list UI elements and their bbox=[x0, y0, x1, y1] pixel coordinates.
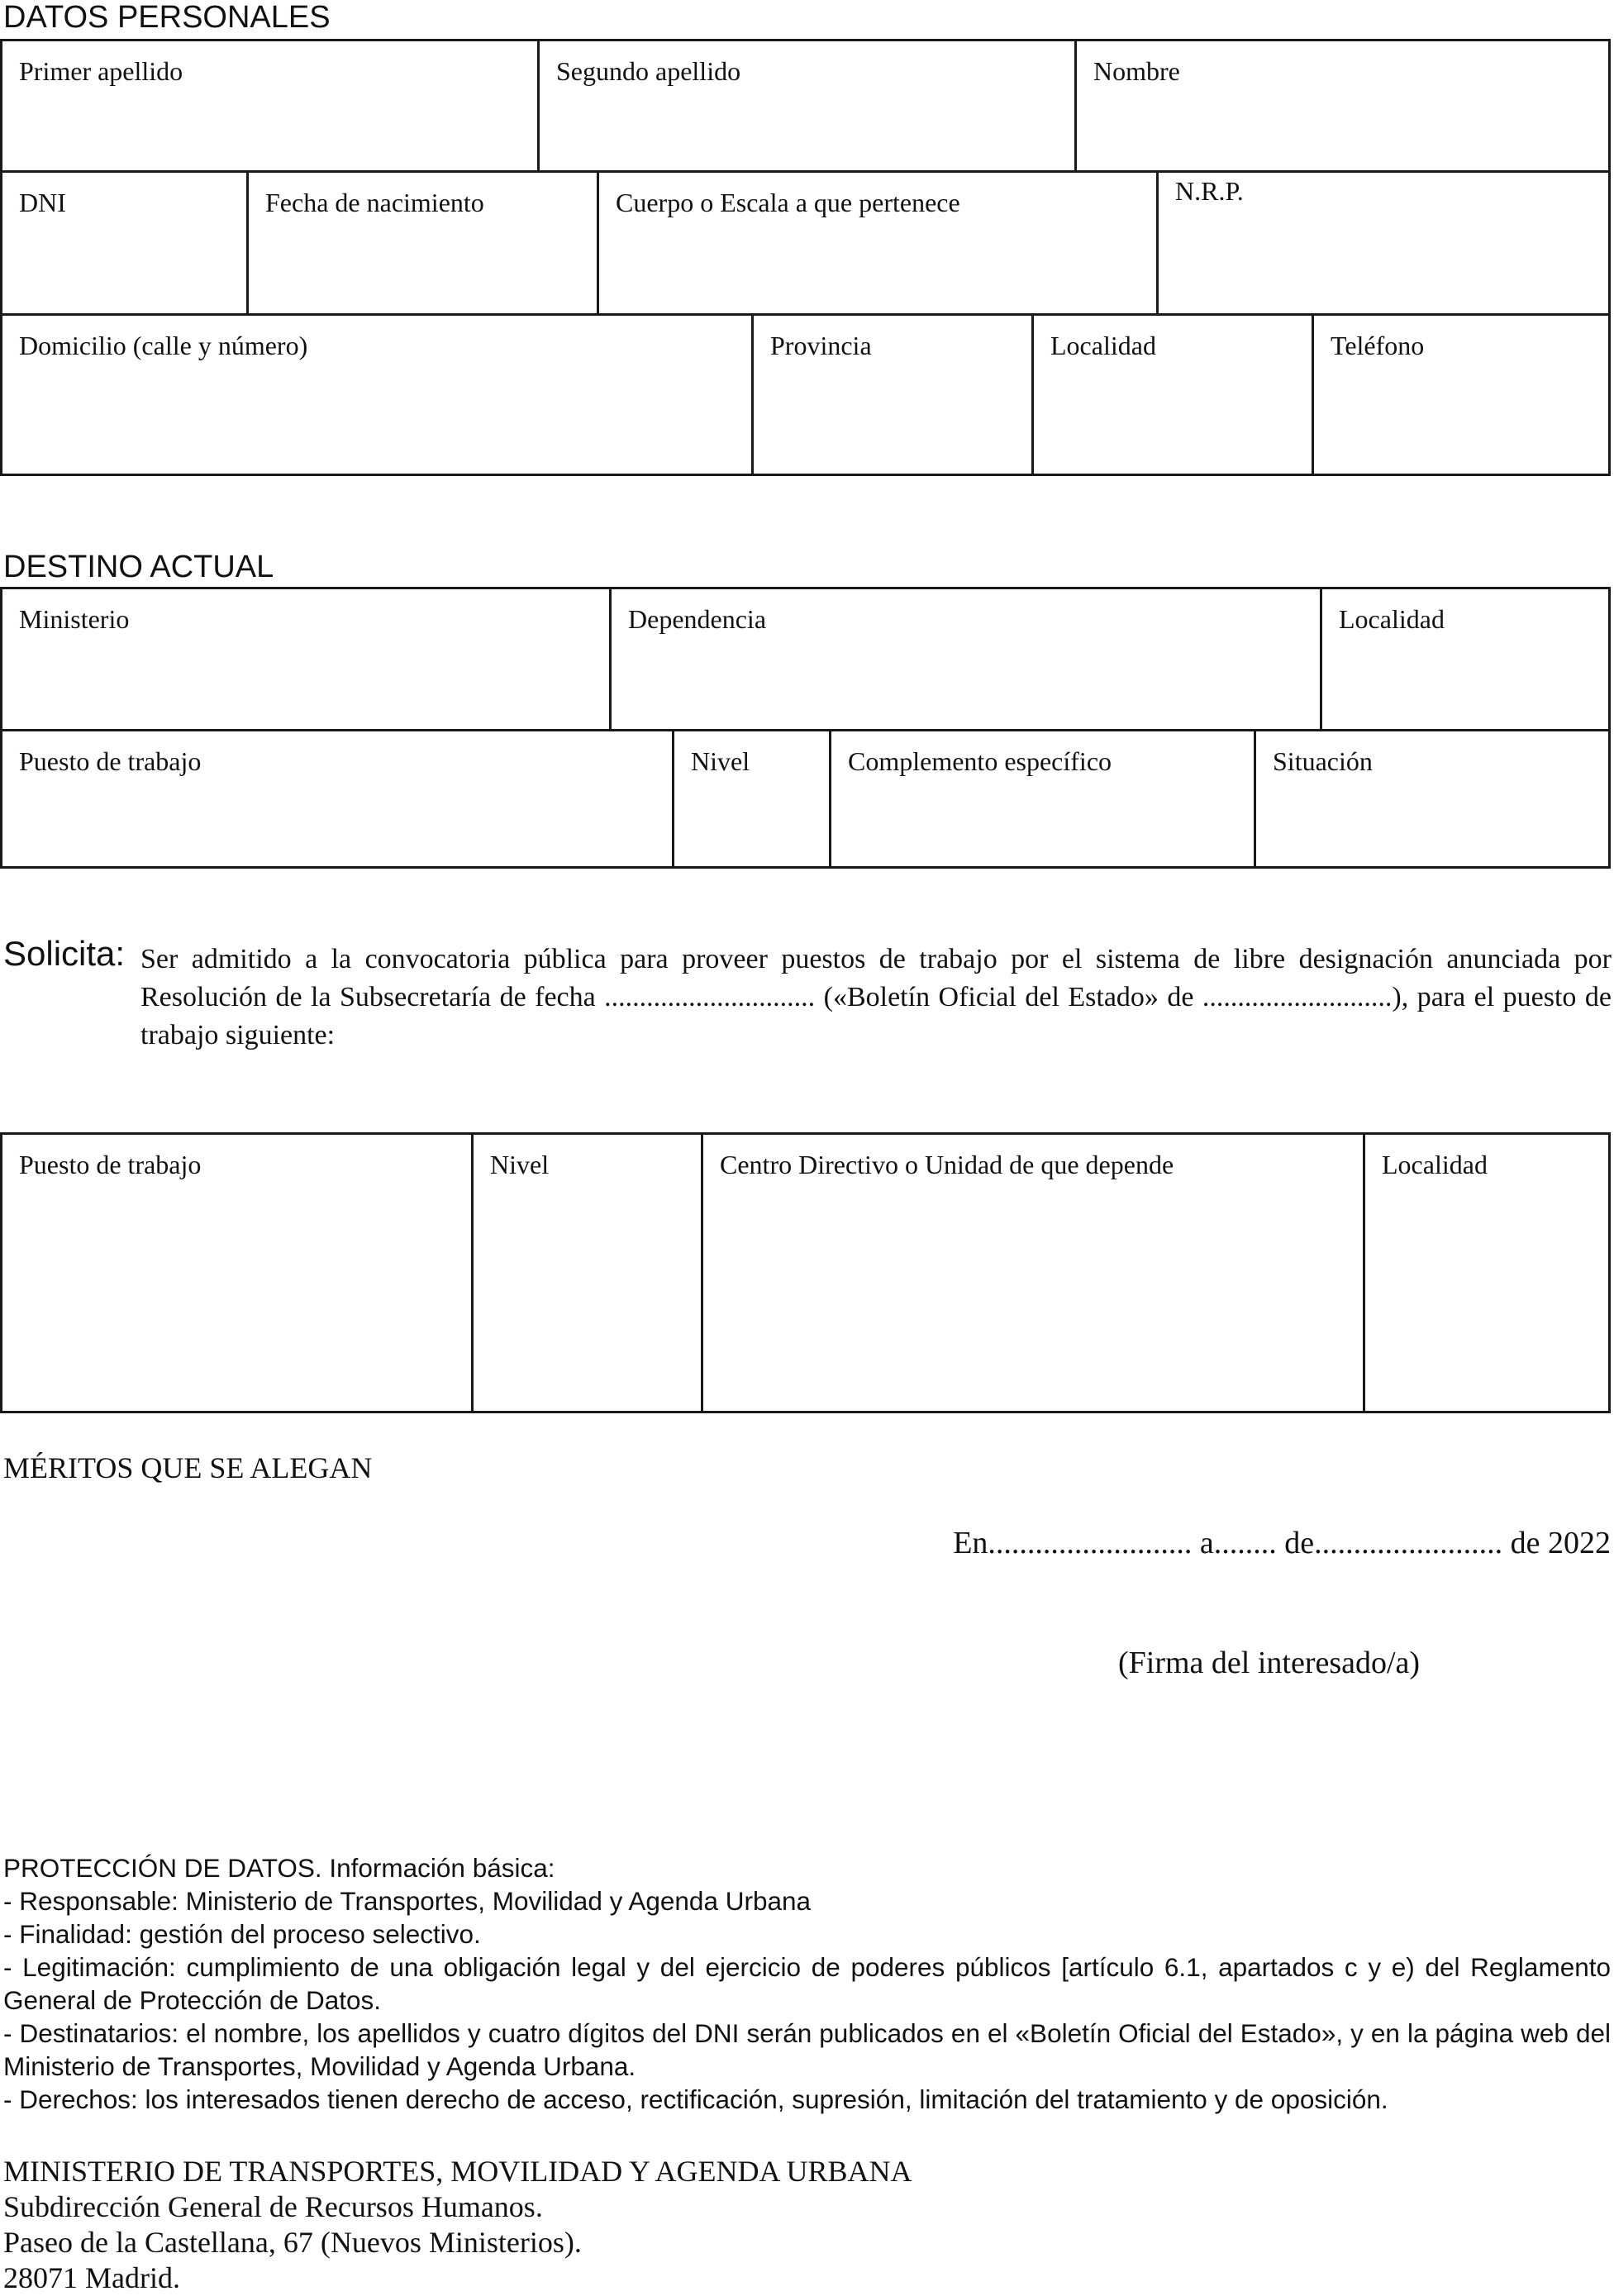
proteccion-finalidad: - Finalidad: gestión del proceso selectivo. bbox=[3, 1919, 481, 1949]
field-nrp[interactable]: N.R.P. bbox=[1175, 176, 1244, 206]
field-centro-directivo[interactable]: Centro Directivo o Unidad de que depende bbox=[703, 1135, 1365, 1411]
field-puesto-trabajo-solicitado[interactable]: Puesto de trabajo bbox=[2, 1135, 474, 1411]
ministerio-subdireccion: Subdirección General de Recursos Humanos. bbox=[3, 2190, 543, 2223]
proteccion-datos bbox=[3, 1851, 1611, 2116]
field-fecha-nacimiento[interactable]: Fecha de nacimiento bbox=[249, 173, 599, 313]
proteccion-title: PROTECCIÓN DE DATOS. Información básica: bbox=[3, 1853, 555, 1883]
fecha-linea[interactable]: En.......................... a........ de........................ de 2022 bbox=[953, 1526, 1611, 1560]
field-cuerpo-escala[interactable]: Cuerpo o Escala a que pertenece bbox=[599, 173, 1159, 313]
meritos-heading: MÉRITOS QUE SE ALEGAN bbox=[3, 1451, 373, 1484]
solicita-label: Solicita: bbox=[3, 934, 126, 973]
field-dependencia[interactable]: Dependencia bbox=[612, 589, 1322, 729]
field-puesto-trabajo-actual[interactable]: Puesto de trabajo bbox=[2, 731, 674, 866]
proteccion-destinatarios: - Destinatarios: el nombre, los apellidos y cuatro dígitos del DNI serán publicados en el «Boletín Oficial del Estado», y en la página web del Ministerio de Transportes, Movilidad y Agenda Urbana. bbox=[3, 2018, 1611, 2081]
field-complemento-especifico[interactable]: Complemento específico bbox=[831, 731, 1256, 866]
ministerio-street: Paseo de la Castellana, 67 (Nuevos Ministerios). bbox=[3, 2226, 582, 2259]
destino-actual-row-1 bbox=[0, 587, 1611, 731]
proteccion-derechos: - Derechos: los interesados tienen derecho de acceso, rectificación, supresión, limitación del tratamiento y de oposición. bbox=[3, 2084, 1388, 2114]
field-segundo-apellido[interactable]: Segundo apellido bbox=[540, 41, 1077, 170]
puesto-solicitado-row bbox=[0, 1132, 1611, 1413]
firma-interesado: (Firma del interesado/a) bbox=[1118, 1646, 1421, 1680]
field-dni[interactable]: DNI bbox=[2, 173, 249, 313]
field-localidad[interactable]: Localidad bbox=[1034, 316, 1314, 474]
ministerio-name: MINISTERIO DE TRANSPORTES, MOVILIDAD Y AGENDA URBANA bbox=[3, 2155, 912, 2188]
ministerio-city: 28071 Madrid. bbox=[3, 2261, 180, 2294]
solicita-text: Ser admitido a la convocatoria pública para proveer puestos de trabajo por el sistema de libre designación anunciada por Resolución de la Subsecretaría de fecha .............................. («Boletín Oficial del Estado» de ...........................), para el puesto de trabajo siguiente: bbox=[140, 944, 1612, 1050]
field-telefono[interactable]: Teléfono bbox=[1331, 331, 1425, 360]
field-domicilio[interactable]: Domicilio (calle y número) bbox=[2, 316, 754, 474]
datos-personales-row-3 bbox=[0, 316, 1611, 476]
field-nivel-solicitado[interactable]: Nivel bbox=[474, 1135, 703, 1411]
section-heading-destino-actual: DESTINO ACTUAL bbox=[3, 550, 274, 584]
field-nivel-actual[interactable]: Nivel bbox=[674, 731, 831, 866]
field-nombre[interactable]: Nombre bbox=[1093, 56, 1180, 86]
field-localidad-solicitada[interactable]: Localidad bbox=[1382, 1150, 1488, 1179]
datos-personales-row-2 bbox=[0, 173, 1611, 316]
datos-personales-row-1 bbox=[0, 39, 1611, 173]
section-heading-datos-personales: DATOS PERSONALES bbox=[3, 0, 331, 35]
field-primer-apellido[interactable]: Primer apellido bbox=[2, 41, 540, 170]
proteccion-legitimacion: - Legitimación: cumplimiento de una obligación legal y del ejercicio de poderes públicos [artículo 6.1, apartados c y e) del Reglamento General de Protección de Datos. bbox=[3, 1952, 1611, 2015]
field-provincia[interactable]: Provincia bbox=[754, 316, 1034, 474]
field-situacion[interactable]: Situación bbox=[1273, 746, 1373, 776]
destino-actual-row-2 bbox=[0, 731, 1611, 869]
field-localidad-destino[interactable]: Localidad bbox=[1339, 604, 1445, 634]
field-ministerio[interactable]: Ministerio bbox=[2, 589, 612, 729]
ministerio-address bbox=[3, 2154, 912, 2296]
proteccion-responsable: - Responsable: Ministerio de Transportes, Movilidad y Agenda Urbana bbox=[3, 1886, 812, 1916]
